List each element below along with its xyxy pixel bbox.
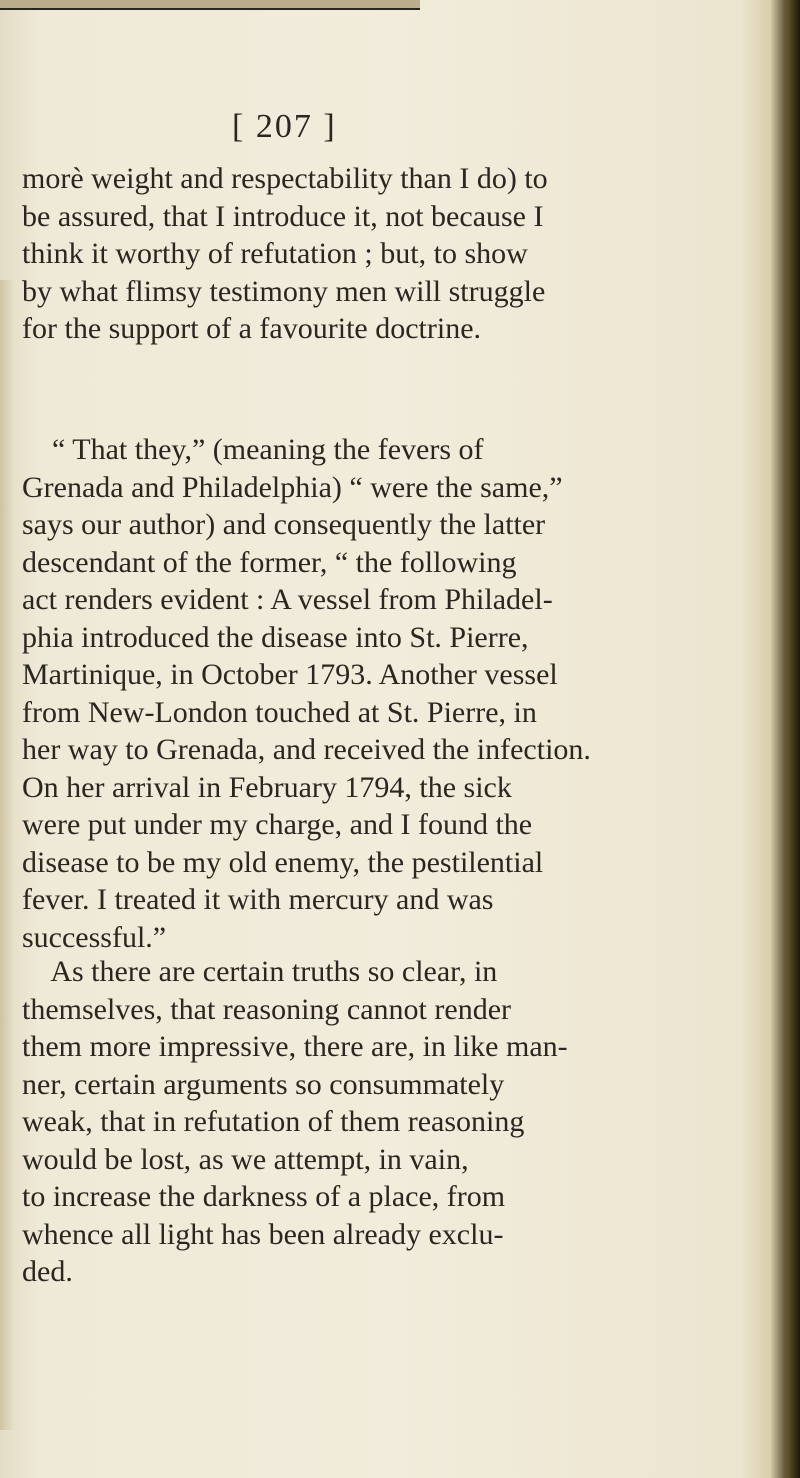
text-line: fever. I treated it with mercury and was [22,883,494,916]
text-line: ded. [22,1255,73,1288]
text-line: to increase the darkness of a place, from [22,1180,506,1213]
page-number-header: [ 207 ] [232,108,337,145]
text-line: successful.” [22,920,167,954]
text-line: Martinique, in October 1793. Another vessel [22,658,558,691]
binding-shadow [0,280,14,1430]
text-line: On her arrival in February 1794, the sick [22,770,512,804]
text-line: Grenada and Philadelphia) “ were the same,” [22,470,563,504]
paragraph-3 [22,953,732,1291]
text-line: her way to Grenada, and received the infection. [22,733,591,766]
text-line: for the support of a favourite doctrine. [22,312,482,345]
text-line: by what flimsy testimony men will struggle [22,274,546,308]
text-line: ner, certain arguments so consummately [22,1067,505,1101]
text-line: disease to be my old enemy, the pestilential [22,845,544,879]
top-rule [0,0,420,10]
text-line: be assured, that I introduce it, not because I [22,199,544,233]
text-line: descendant of the former, “ the following [22,545,517,579]
page-edge [786,0,800,1478]
text-line: whence all light has been already exclu- [22,1217,504,1251]
text-line: says our author) and consequently the latter [22,508,546,541]
text-line: from New-London touched at St. Pierre, in [22,695,537,729]
text-line: think it worthy of refutation ; but, to show [22,237,528,270]
text-line: act renders evident : A vessel from Philadel- [22,583,553,616]
text-line: As there are certain truths so clear, in [22,955,498,988]
text-line: weak, that in refutation of them reasoning [22,1105,525,1138]
paragraph-1 [22,160,732,348]
paragraph-2 [22,431,732,956]
text-line: themselves, that reasoning cannot render [22,992,511,1026]
text-line: “ That they,” (meaning the fevers of [22,433,484,466]
text-line: would be lost, as we attempt, in vain, [22,1142,469,1176]
text-line: morè weight and respectability than I do) to [22,162,548,195]
text-line: were put under my charge, and I found the [22,808,533,841]
text-line: phia introduced the disease into St. Pierre, [22,620,529,654]
text-line: them more impressive, there are, in like man- [22,1030,568,1063]
